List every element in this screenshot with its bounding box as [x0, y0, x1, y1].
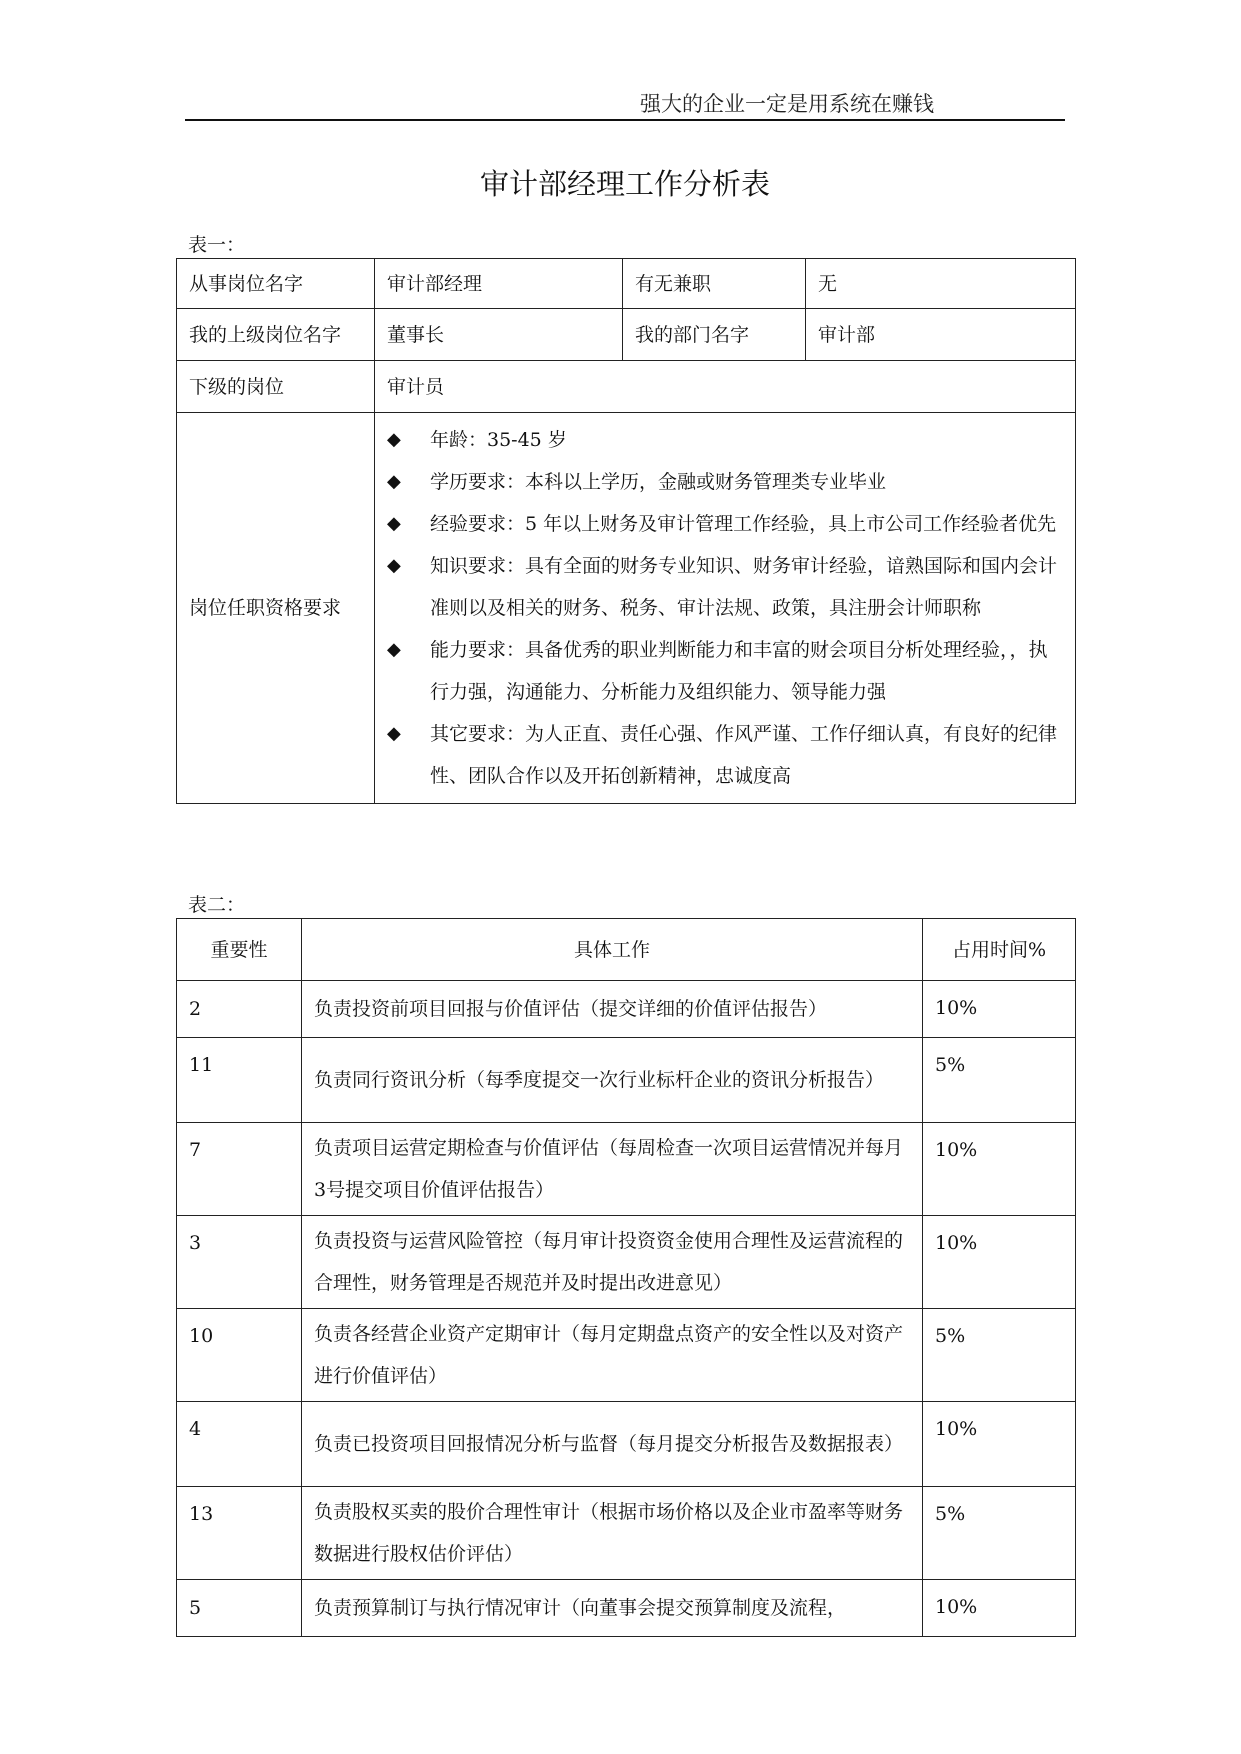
task-cell: 负责预算制订与执行情况审计（向董事会提交预算制度及流程， — [302, 1580, 923, 1637]
diamond-bullet-icon: ◆ — [387, 471, 401, 492]
table1-caption: 表一： — [188, 234, 246, 256]
task-cell: 负责项目运营定期检查与价值评估（每周检查一次项目运营情况并每月3号提交项目价值评估报告） — [302, 1123, 923, 1216]
list-item — [387, 461, 1063, 503]
list-item — [387, 419, 1063, 461]
time-cell: 10% — [923, 1580, 1076, 1637]
list-item — [387, 713, 1063, 797]
cell-label: 岗位任职资格要求 — [177, 413, 375, 804]
importance-cell: 11 — [177, 1038, 302, 1123]
cell-value: 董事长 — [375, 309, 623, 361]
task-cell: 负责投资与运营风险管控（每月审计投资资金使用合理性及运营流程的合理性，财务管理是否规范并及时提出改进意见） — [302, 1216, 923, 1309]
task-cell: 负责股权买卖的股价合理性审计（根据市场价格以及企业市盈率等财务数据进行股权估价评估） — [302, 1487, 923, 1580]
time-cell: 10% — [923, 1123, 1076, 1216]
table1-row-superior — [177, 309, 1076, 361]
qualification-list — [387, 413, 1063, 803]
work-analysis-table — [176, 918, 1076, 1637]
table-row — [177, 1580, 1076, 1637]
cell-label: 我的部门名字 — [623, 309, 806, 361]
position-info-table — [176, 258, 1076, 804]
task-cell: 负责投资前项目回报与价值评估（提交详细的价值评估报告） — [302, 981, 923, 1038]
list-item — [387, 629, 1063, 713]
table-row — [177, 1487, 1076, 1580]
importance-cell: 13 — [177, 1487, 302, 1580]
list-item-text: 其它要求：为人正直、责任心强、作风严谨、工作仔细认真，有良好的纪律性、团队合作以及开拓创新精神，忠诚度高 — [430, 723, 1058, 787]
list-item-text: 学历要求：本科以上学历，金融或财务管理类专业毕业 — [430, 471, 887, 493]
list-item — [387, 503, 1063, 545]
task-cell: 负责已投资项目回报情况分析与监督（每月提交分析报告及数据报表） — [302, 1402, 923, 1487]
column-header-importance: 重要性 — [177, 919, 302, 981]
importance-cell: 4 — [177, 1402, 302, 1487]
header-rule — [185, 119, 1065, 121]
diamond-bullet-icon: ◆ — [387, 639, 401, 660]
task-cell: 负责同行资讯分析（每季度提交一次行业标杆企业的资讯分析报告） — [302, 1038, 923, 1123]
cell-label: 从事岗位名字 — [177, 259, 375, 309]
table-row — [177, 1402, 1076, 1487]
table2-caption: 表二： — [188, 894, 246, 916]
list-item-text: 年龄：35-45 岁 — [430, 429, 567, 451]
table-row — [177, 981, 1076, 1038]
document-title: 审计部经理工作分析表 — [479, 167, 770, 201]
time-cell: 10% — [923, 1402, 1076, 1487]
list-item-text: 能力要求：具备优秀的职业判断能力和丰富的财会项目分析处理经验，，执行力强，沟通能力、分析能力及组织能力、领导能力强 — [430, 639, 1048, 703]
time-cell: 5% — [923, 1038, 1076, 1123]
table-row — [177, 1123, 1076, 1216]
qualification-cell — [375, 413, 1076, 804]
table1-row-subordinate — [177, 361, 1076, 413]
diamond-bullet-icon: ◆ — [387, 429, 401, 450]
table1-row-qualifications — [177, 413, 1076, 804]
header-slogan: 强大的企业一定是用系统在赚钱 — [640, 92, 934, 116]
column-header-task: 具体工作 — [302, 919, 923, 981]
cell-value: 无 — [806, 259, 1076, 309]
table1-row-position — [177, 259, 1076, 309]
importance-cell: 10 — [177, 1309, 302, 1402]
diamond-bullet-icon: ◆ — [387, 555, 401, 576]
time-cell: 5% — [923, 1487, 1076, 1580]
time-cell: 5% — [923, 1309, 1076, 1402]
cell-value: 审计部经理 — [375, 259, 623, 309]
cell-value: 审计部 — [806, 309, 1076, 361]
task-cell: 负责各经营企业资产定期审计（每月定期盘点资产的安全性以及对资产进行价值评估） — [302, 1309, 923, 1402]
importance-cell: 3 — [177, 1216, 302, 1309]
list-item-text: 经验要求：5 年以上财务及审计管理工作经验，具上市公司工作经验者优先 — [430, 513, 1057, 535]
list-item — [387, 545, 1063, 629]
importance-cell: 5 — [177, 1580, 302, 1637]
cell-label: 我的上级岗位名字 — [177, 309, 375, 361]
list-item-text: 知识要求：具有全面的财务专业知识、财务审计经验，谙熟国际和国内会计准则以及相关的财务、税务、审计法规、政策，具注册会计师职称 — [430, 555, 1058, 619]
importance-cell: 7 — [177, 1123, 302, 1216]
table2-header-row — [177, 919, 1076, 981]
table-row — [177, 1309, 1076, 1402]
table-row — [177, 1216, 1076, 1309]
cell-label: 下级的岗位 — [177, 361, 375, 413]
cell-value: 审计员 — [375, 361, 1076, 413]
importance-cell: 2 — [177, 981, 302, 1038]
diamond-bullet-icon: ◆ — [387, 723, 401, 744]
time-cell: 10% — [923, 981, 1076, 1038]
column-header-time: 占用时间% — [923, 919, 1076, 981]
time-cell: 10% — [923, 1216, 1076, 1309]
table-row — [177, 1038, 1076, 1123]
cell-label: 有无兼职 — [623, 259, 806, 309]
diamond-bullet-icon: ◆ — [387, 513, 401, 534]
